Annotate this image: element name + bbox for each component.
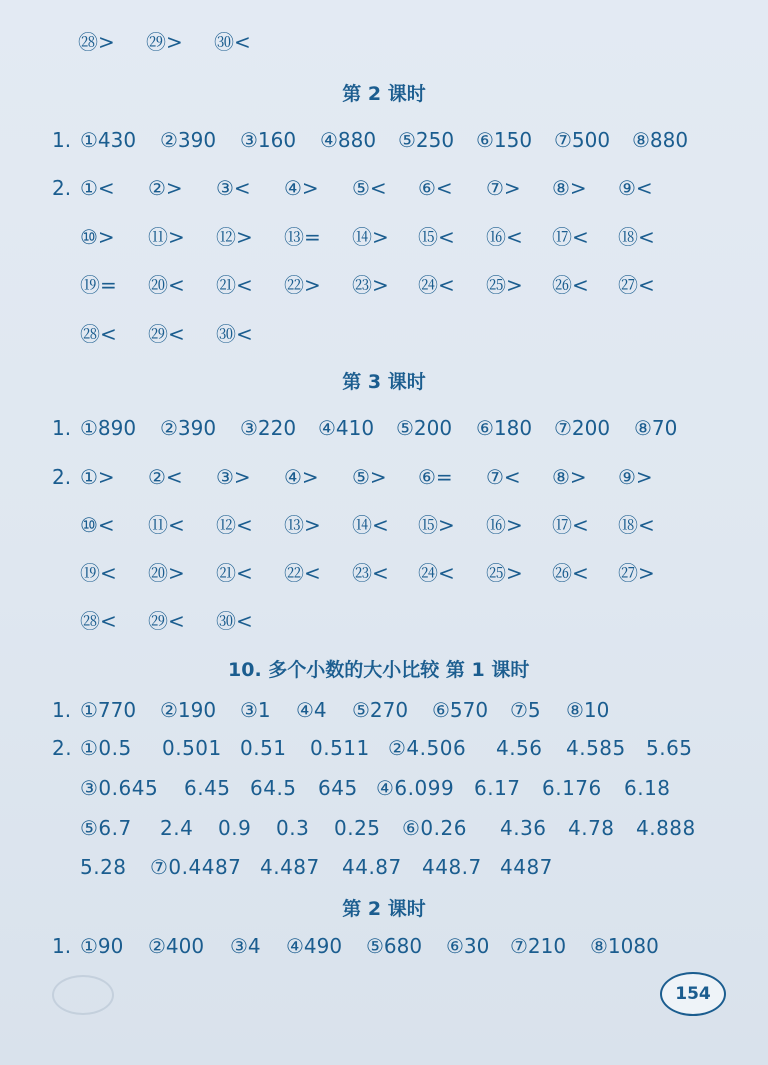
answer-item: ⑬= <box>284 225 321 249</box>
lesson-heading: 第 3 课时 <box>342 371 426 393</box>
answer-item: ⑦210 <box>510 934 567 958</box>
answer-item: ③160 <box>240 128 297 152</box>
answer-item: 448.7 <box>422 855 482 879</box>
answer-item: ㉒< <box>284 561 321 585</box>
answer-item: ㉗> <box>618 561 655 585</box>
answer-item: 44.87 <box>342 855 402 879</box>
answer-item: ⑧> <box>552 176 587 200</box>
answer-item: ③1 <box>240 698 271 722</box>
answer-item: ⑩< <box>80 513 115 537</box>
answer-item: ③> <box>216 465 251 489</box>
answer-item: ⑦5 <box>510 698 541 722</box>
answer-item: ㉖< <box>552 273 589 297</box>
answer-item: ⑥570 <box>432 698 489 722</box>
answer-item: ⑩> <box>80 225 115 249</box>
answer-item: ㉙< <box>148 322 185 346</box>
answer-item: ⑱< <box>618 225 655 249</box>
answer-item: ⑰< <box>552 513 589 537</box>
question-number: 1. <box>52 416 72 440</box>
answer-item: ⑨> <box>618 465 653 489</box>
question-number: 2. <box>52 465 72 489</box>
question-number: 2. <box>52 736 73 760</box>
answer-item: 6.18 <box>624 776 671 800</box>
answer-item: ㉘> <box>78 30 115 54</box>
answer-item: ⑤270 <box>352 698 409 722</box>
answer-item: 4487 <box>500 855 553 879</box>
answer-item: ⑦> <box>486 176 521 200</box>
answer-item: ⑳> <box>148 561 185 585</box>
answer-item: ②400 <box>148 934 205 958</box>
lesson-heading: 第 2 课时 <box>342 83 426 105</box>
answer-item: ⑯> <box>486 513 523 537</box>
answer-item: 0.25 <box>334 816 381 840</box>
answer-item: 4.36 <box>500 816 547 840</box>
lesson-heading: 第 2 课时 <box>342 898 426 920</box>
answer-item: ②< <box>148 465 183 489</box>
answer-item: ⑦0.4487 <box>150 855 242 879</box>
answer-item: ②390 <box>160 128 217 152</box>
answer-item: ⑧1080 <box>590 934 659 958</box>
answer-item: ㉘< <box>80 322 117 346</box>
answer-item: ②390 <box>160 416 217 440</box>
answer-item: ②> <box>148 176 183 200</box>
section-heading: 10. 多个小数的大小比较 第 1 课时 <box>228 659 530 681</box>
answer-item: ㉙> <box>146 30 183 54</box>
answer-item: ㉗< <box>618 273 655 297</box>
answer-item: ⑧880 <box>632 128 689 152</box>
question-number: 1. <box>52 128 72 152</box>
answer-item: 0.3 <box>276 816 310 840</box>
answer-item: ⑭< <box>352 513 389 537</box>
answer-item: 5.65 <box>646 736 693 760</box>
answer-item: ⑦< <box>486 465 521 489</box>
answer-item: ⑯< <box>486 225 523 249</box>
answer-item: 0.511 <box>310 736 370 760</box>
answer-item: ⑪> <box>148 225 185 249</box>
answer-item: ㉕> <box>486 561 523 585</box>
answer-item: ⑦200 <box>554 416 611 440</box>
answer-item: ㉕> <box>486 273 523 297</box>
answer-item: ⑧10 <box>566 698 610 722</box>
answer-item: ④4 <box>296 698 327 722</box>
answer-item: 2.4 <box>160 816 194 840</box>
answer-item: ㉑< <box>216 273 253 297</box>
answer-item: ③< <box>216 176 251 200</box>
question-number: 1. <box>52 698 72 722</box>
answer-item: ⑤200 <box>396 416 453 440</box>
answer-item: ⑥30 <box>446 934 490 958</box>
answer-item: ㉒> <box>284 273 321 297</box>
answer-item: ④410 <box>318 416 375 440</box>
answer-item: ④6.099 <box>376 776 455 800</box>
answer-item: ③0.645 <box>80 776 159 800</box>
answer-item: 4.888 <box>636 816 696 840</box>
answer-item: ⑤680 <box>366 934 423 958</box>
answer-item: 6.45 <box>184 776 231 800</box>
answer-item: ⑧> <box>552 465 587 489</box>
answer-item: 4.56 <box>496 736 543 760</box>
answer-item: 64.5 <box>250 776 297 800</box>
answer-item: 6.17 <box>474 776 521 800</box>
answer-item: ⑥150 <box>476 128 533 152</box>
answer-item: ⑬> <box>284 513 321 537</box>
answer-item: ④> <box>284 465 319 489</box>
answer-item: ㉓> <box>352 273 389 297</box>
answer-item: ⑤> <box>352 465 387 489</box>
answer-item: ㉚< <box>216 322 253 346</box>
answer-item: ㉚< <box>216 609 253 633</box>
answer-item: 6.176 <box>542 776 602 800</box>
answer-item: ⑥= <box>418 465 453 489</box>
answer-item: ⑮< <box>418 225 455 249</box>
answer-item: ㉘< <box>80 609 117 633</box>
answer-item: 4.487 <box>260 855 320 879</box>
answer-item: ⑲< <box>80 561 117 585</box>
answer-item: ㉖< <box>552 561 589 585</box>
answer-item: ①< <box>80 176 115 200</box>
answer-item: ③4 <box>230 934 261 958</box>
answer-item: ㉙< <box>148 609 185 633</box>
answer-item: ⑤< <box>352 176 387 200</box>
answer-item: ⑥< <box>418 176 453 200</box>
answer-item: 0.9 <box>218 816 252 840</box>
answer-item: ①430 <box>80 128 137 152</box>
answer-item: ⑧70 <box>634 416 678 440</box>
answer-item: ⑪< <box>148 513 185 537</box>
answer-item: 4.585 <box>566 736 626 760</box>
answer-item: ⑭> <box>352 225 389 249</box>
question-number: 1. <box>52 934 72 958</box>
answer-item: ⑱< <box>618 513 655 537</box>
answer-item: 0.51 <box>240 736 287 760</box>
answer-item: ④880 <box>320 128 377 152</box>
answer-item: ①770 <box>80 698 137 722</box>
answer-item: ④490 <box>286 934 343 958</box>
answer-item: ⑰< <box>552 225 589 249</box>
answer-item: 645 <box>318 776 358 800</box>
answer-item: ⑥0.26 <box>402 816 467 840</box>
answer-item: ⑤250 <box>398 128 455 152</box>
question-number: 2. <box>52 176 72 200</box>
answer-item: 4.78 <box>568 816 615 840</box>
answer-item: ⑥180 <box>476 416 533 440</box>
answer-item: ㉑< <box>216 561 253 585</box>
page-number: 154 <box>660 972 726 1016</box>
answer-item: ①90 <box>80 934 124 958</box>
answer-item: ⑨< <box>618 176 653 200</box>
answer-item: ②190 <box>160 698 217 722</box>
answer-item: ㉔< <box>418 561 455 585</box>
answer-item: ④> <box>284 176 319 200</box>
answer-item: ②4.506 <box>388 736 467 760</box>
answer-item: ㉚< <box>214 30 251 54</box>
answer-item: ㉓< <box>352 561 389 585</box>
answer-item: ①0.5 <box>80 736 132 760</box>
answer-item: ①> <box>80 465 115 489</box>
answer-item: 0.501 <box>162 736 222 760</box>
answer-item: ⑮> <box>418 513 455 537</box>
answer-item: ⑫< <box>216 513 253 537</box>
answer-item: ⑲= <box>80 273 117 297</box>
answer-item: ①890 <box>80 416 137 440</box>
answer-item: ⑳< <box>148 273 185 297</box>
answer-item: ⑦500 <box>554 128 611 152</box>
answer-item: ⑫> <box>216 225 253 249</box>
answer-item: ③220 <box>240 416 297 440</box>
bleed-through-mark <box>52 975 114 1015</box>
answer-item: ㉔< <box>418 273 455 297</box>
answer-item: ⑤6.7 <box>80 816 132 840</box>
answer-item: 5.28 <box>80 855 127 879</box>
